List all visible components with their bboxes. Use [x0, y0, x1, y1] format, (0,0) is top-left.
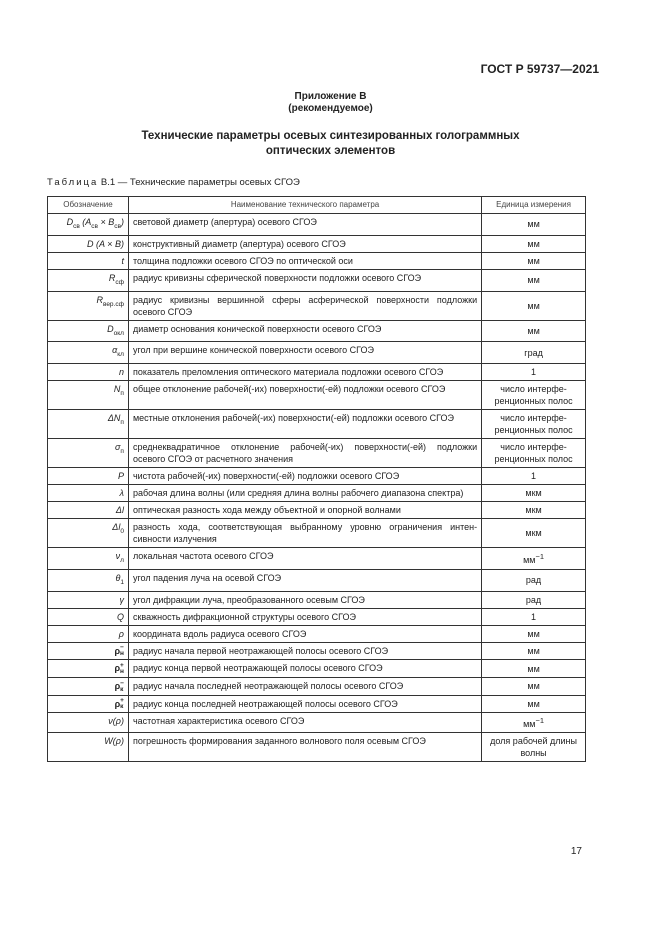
unit-cell: мм	[482, 625, 586, 642]
symbol-cell	[48, 548, 129, 570]
table-row	[48, 591, 586, 608]
symbol-cell	[48, 502, 129, 519]
symbol-cell	[48, 439, 129, 468]
unit-cell: мм	[482, 678, 586, 696]
symbol-cell	[48, 381, 129, 410]
parameter-name: конструктивный диаметр (апертура) осевого СГОЭ	[128, 235, 481, 252]
parameter-name: радиус начала первой неотражающей полосы осевого СГОЭ	[128, 642, 481, 660]
appendix-status: (рекомендуемое)	[288, 103, 373, 114]
unit-cell: мм	[482, 695, 586, 713]
parameter-name: диаметр основания конической поверхности осевого СГОЭ	[128, 320, 481, 342]
symbol-sup: +	[120, 662, 124, 670]
symbol-sub: 0	[120, 527, 124, 535]
parameter-name: световой диаметр (апертура) осевого СГОЭ	[128, 214, 481, 236]
symbol-sub: окл	[113, 329, 124, 337]
symbol-part: σ	[114, 442, 121, 453]
symbol-part: D (A × B)	[87, 238, 124, 249]
symbol-part: ν	[115, 551, 121, 562]
table-row	[48, 252, 586, 269]
header-symbol: Обозначение	[48, 197, 129, 214]
unit-cell: доля рабочей длины волны	[482, 733, 586, 762]
unit-cell: мм	[482, 235, 586, 252]
symbol-cell	[48, 269, 129, 291]
symbol-cell	[48, 660, 129, 678]
table-row	[48, 269, 586, 291]
table-row	[48, 569, 586, 591]
unit-cell: число интерфе-ренционных полос	[482, 410, 586, 439]
unit-cell: мм	[482, 269, 586, 291]
unit-cell: мм	[482, 642, 586, 660]
header-unit: Единица измерения	[482, 197, 586, 214]
symbol-cell	[48, 410, 129, 439]
parameter-name: толщина подложки осевого СГОЭ по оптической оси	[128, 252, 481, 269]
unit-cell: $мм^{-1}$	[482, 713, 586, 733]
table-row	[48, 642, 586, 660]
symbol-cell	[48, 291, 129, 320]
unit-cell: мкм	[482, 519, 586, 548]
symbol-part: θ	[115, 572, 121, 583]
symbol-sub: п	[120, 389, 124, 397]
parameter-name: погрешность формирования заданного волнового поля осевым СГОЭ	[128, 733, 481, 762]
parameter-name: радиус конца первой неотражающей полосы осевого СГОЭ	[128, 660, 481, 678]
symbol-sub: п	[120, 418, 124, 426]
symbol-sub: к	[120, 685, 124, 693]
parameter-name: радиус кривизны сферической поверхности подложки осевого СГОЭ	[128, 269, 481, 291]
symbol-indices	[120, 681, 124, 693]
symbol-sub: сф	[115, 278, 124, 286]
symbol-part: ρ	[118, 628, 124, 639]
standard-number: ГОСТ Р 59737—2021	[480, 62, 599, 76]
symbol-sub: вер.сф	[102, 300, 124, 308]
table-row	[48, 625, 586, 642]
symbol-part: γ	[119, 594, 124, 605]
unit-cell: мм	[482, 660, 586, 678]
unit-cell: 1	[482, 364, 586, 381]
symbol-cell	[48, 733, 129, 762]
unit-cell: число интерфе-ренционных полос	[482, 439, 586, 468]
symbol-cell	[48, 625, 129, 642]
symbol-indices	[120, 698, 124, 710]
symbol-sub: н	[120, 668, 124, 676]
symbol-sub: св	[73, 222, 80, 230]
unit-cell: $мм^{-1}$	[482, 548, 586, 570]
table-row	[48, 381, 586, 410]
unit-cell: рад	[482, 569, 586, 591]
table-row	[48, 548, 586, 570]
table-row	[48, 214, 586, 236]
table-caption	[47, 177, 300, 188]
table-row	[48, 291, 586, 320]
symbol-cell	[48, 252, 129, 269]
symbol-indices	[120, 645, 124, 657]
symbol-part: ρ	[114, 698, 121, 709]
parameter-name: скважность дифракционной структуры осевого СГОЭ	[128, 608, 481, 625]
table-row	[48, 439, 586, 468]
symbol-part: D	[107, 323, 114, 334]
symbol-part: N	[113, 384, 121, 395]
table-row	[48, 468, 586, 485]
symbol-part: Δl	[115, 505, 124, 516]
symbol-cell	[48, 519, 129, 548]
unit-cell: мм	[482, 320, 586, 342]
symbol-sub: л	[120, 556, 124, 564]
symbol-sub: к	[120, 703, 124, 711]
parameter-name: рабочая длина волны (или средняя длина волны рабочего диапазона спектра)	[128, 485, 481, 502]
symbol-sup: −	[120, 679, 124, 687]
parameter-name: радиус начала последней неотражающей полосы осевого СГОЭ	[128, 678, 481, 696]
unit-sup: −1	[535, 552, 545, 562]
unit-cell: число интерфе-ренционных полос	[482, 381, 586, 410]
symbol-cell	[48, 713, 129, 733]
symbol-part: ρ	[114, 645, 121, 656]
caption-prefix: Таблица	[47, 177, 99, 188]
symbol-sub: св	[114, 222, 121, 230]
symbol-part: (A	[79, 217, 92, 227]
table-row	[48, 342, 586, 364]
symbol-part: ρ	[114, 681, 121, 692]
symbol-part: α	[112, 345, 118, 356]
symbol-part: W(ρ)	[104, 736, 124, 747]
unit-cell: мкм	[482, 502, 586, 519]
symbol-cell	[48, 678, 129, 696]
unit-sup: −1	[535, 716, 545, 726]
symbol-sub: кл	[117, 351, 124, 359]
parameter-name: чистота рабочей(-их) поверхности(-ей) подложки осевого СГОЭ	[128, 468, 481, 485]
table-row	[48, 320, 586, 342]
parameter-name: оптическая разность хода между объектной и опорной волнами	[128, 502, 481, 519]
unit-cell: рад	[482, 591, 586, 608]
unit-cell: град	[482, 342, 586, 364]
symbol-indices	[120, 663, 124, 675]
symbol-sub: св	[91, 222, 98, 230]
parameter-name: разность хода, соответствующая выбранному уровню ограничения интен-сивности излучения	[128, 519, 481, 548]
unit-cell: мм	[482, 252, 586, 269]
symbol-cell	[48, 468, 129, 485]
symbol-cell	[48, 320, 129, 342]
symbol-sup: +	[120, 697, 124, 705]
table-row	[48, 519, 586, 548]
symbol-cell	[48, 214, 129, 236]
parameter-name: общее отклонение рабочей(-их) поверхности(-ей) подложки осевого СГОЭ	[128, 381, 481, 410]
symbol-sub: н	[120, 650, 124, 658]
symbol-part: ΔN	[107, 413, 121, 424]
parameter-name: угол при вершине конической поверхности осевого СГОЭ	[128, 342, 481, 364]
symbol-part: D	[66, 217, 74, 227]
caption-text: В.1 — Технические параметры осевых СГОЭ	[98, 177, 300, 188]
symbol-sub: 1	[120, 578, 124, 586]
symbol-part: R	[96, 294, 103, 305]
symbol-cell	[48, 235, 129, 252]
symbol-cell	[48, 342, 129, 364]
symbol-cell	[48, 364, 129, 381]
table-row	[48, 733, 586, 762]
symbol-cell	[48, 569, 129, 591]
parameter-name: локальная частота осевого СГОЭ	[128, 548, 481, 570]
section-title-line-1: Технические параметры осевых синтезированных голограммных	[141, 130, 520, 142]
symbol-part: λ	[119, 488, 124, 499]
unit-cell: мкм	[482, 485, 586, 502]
parameter-name: среднеквадратичное отклонение рабочей(-их) поверхности(-ей) подложки осевого СГОЭ от расчетного значения	[128, 439, 481, 468]
symbol-sup: −	[120, 644, 124, 652]
unit-cell: 1	[482, 468, 586, 485]
table-row	[48, 364, 586, 381]
table-row	[48, 502, 586, 519]
table-row	[48, 485, 586, 502]
symbol-part: ν(ρ)	[108, 716, 124, 727]
symbol-part: Δl	[112, 522, 121, 533]
section-title-line-2: оптических элементов	[265, 145, 396, 157]
symbol-cell	[48, 608, 129, 625]
parameter-name: радиус конца последней неотражающей полосы осевого СГОЭ	[128, 695, 481, 713]
parameter-name: местные отклонения рабочей(-их) поверхности(-ей) подложки осевого СГОЭ	[128, 410, 481, 439]
symbol-cell	[48, 695, 129, 713]
symbol-part: )	[120, 217, 124, 227]
symbol-part: Q	[116, 611, 124, 622]
symbol-sub: п	[120, 447, 124, 455]
table-row	[48, 608, 586, 625]
parameter-name: координата вдоль радиуса осевого СГОЭ	[128, 625, 481, 642]
parameter-name: угол дифракции луча, преобразованного осевым СГОЭ	[128, 591, 481, 608]
header-name: Наименование технического параметра	[128, 197, 481, 214]
parameter-name: показатель преломления оптического материала подложки осевого СГОЭ	[128, 364, 481, 381]
symbol-part: ρ	[114, 663, 121, 674]
table-row	[48, 713, 586, 733]
symbol-cell	[48, 642, 129, 660]
unit-cell: мм	[482, 291, 586, 320]
table-row	[48, 660, 586, 678]
symbol-part: P	[117, 471, 124, 482]
table-row	[48, 410, 586, 439]
parameter-name: радиус кривизны вершинной сферы асферической поверхности подложки осевого СГОЭ	[128, 291, 481, 320]
symbol-cell	[48, 485, 129, 502]
symbol-part: t	[121, 255, 124, 266]
unit-cell: мм	[482, 214, 586, 236]
symbol-part: R	[108, 272, 116, 283]
table-row	[48, 695, 586, 713]
appendix-title: Приложение В	[294, 91, 367, 102]
symbol-cell	[48, 591, 129, 608]
table-row	[48, 678, 586, 696]
table-header-row	[48, 197, 586, 214]
parameter-name: угол падения луча на осевой СГОЭ	[128, 569, 481, 591]
symbol-part: × B	[97, 217, 115, 227]
symbol-part: n	[118, 367, 124, 378]
table-row	[48, 235, 586, 252]
unit-cell: 1	[482, 608, 586, 625]
parameters-table	[47, 196, 586, 762]
parameter-name: частотная характеристика осевого СГОЭ	[128, 713, 481, 733]
page-number: 17	[570, 846, 582, 857]
